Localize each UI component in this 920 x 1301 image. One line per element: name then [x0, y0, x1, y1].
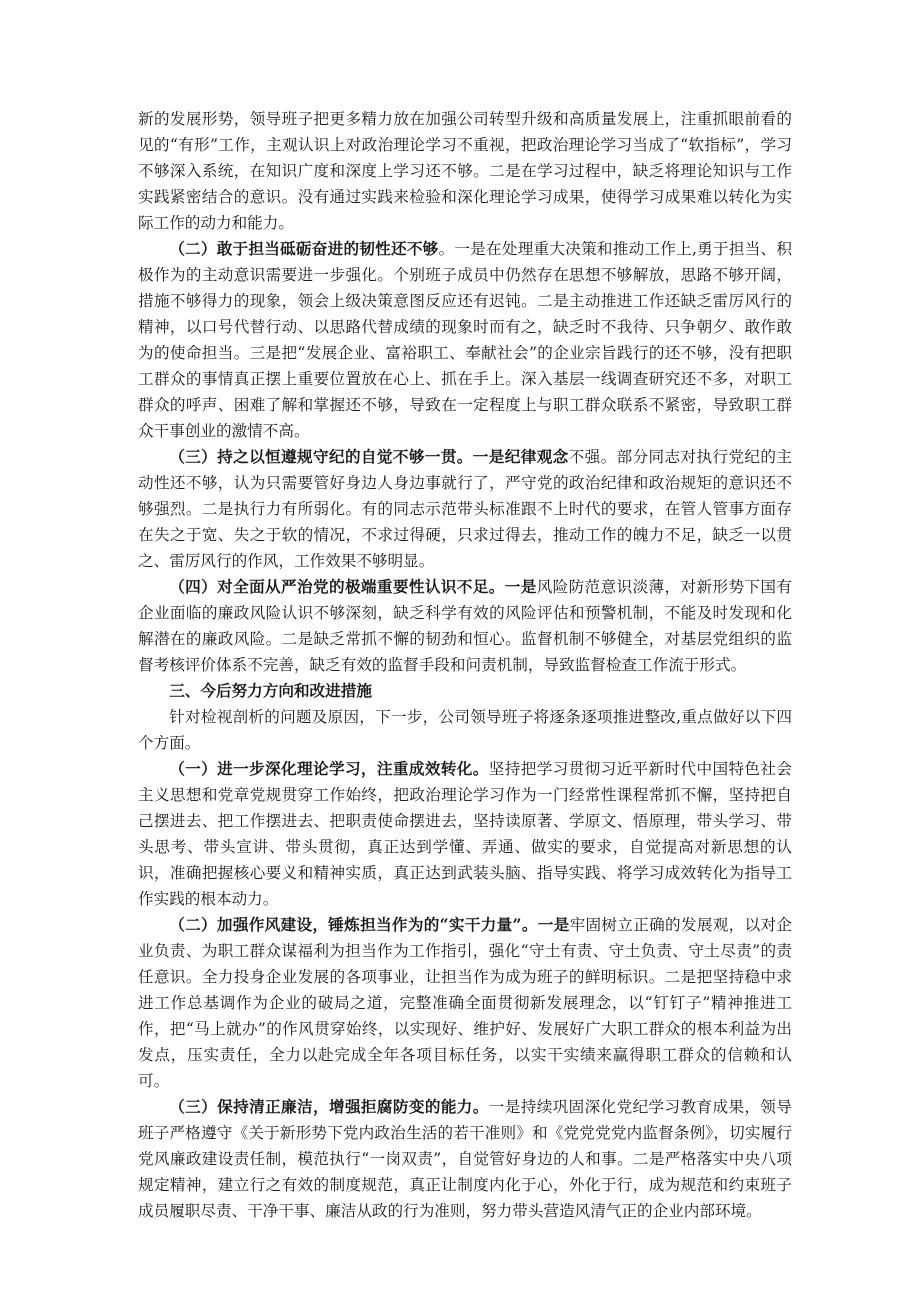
body-integrity: 一是持续巩固深化党纪学习教育成果，领导班子严格遵守《关于新形势下党内政治生活的若干准则》和《党党党党内监督条例》，切实履行党风廉政建设责任制，模范执行“一岗双责”，自觉管好身边的人和事。二是严格落实中央八项规定精神，建立行之有效的制度规范，真正让制度内化于心，外化于行，成为规范和约束班子成员履职尽责、干净干事、廉洁从政的行为准则，努力带头营造风清气正的企业内部环境。: [138, 1098, 792, 1220]
paragraph-continuation: 新的发展形势，领导班子把更多精力放在加强公司转型升级和高质量发展上，注重抓眼前看的见的“有形”工作，主观认识上对政治理论学习不重视，把政治理论学习当成了“软指标”，学习不够深入系统，在知识广度和深度上学习还不够。二是在学习过程中，缺乏将理论知识与工作实践紧密结合的意识。没有通过实践来检验和深化理论学习成果，使得学习成果难以转化为实际工作的动力和能力。: [138, 110, 792, 232]
paragraph-party-governance: [138, 574, 792, 678]
paragraph-courage: [138, 236, 792, 444]
heading-integrity: （三）保持清正廉洁，增强拒腐防变的能力。: [169, 1097, 489, 1116]
heading-discipline: （三）持之以恒遵规守纪的自觉不够一贯。一是纪律观念: [169, 447, 569, 466]
body-work-style: 牢固树立正确的发展观，以对企业负责、为职工群众谋福利为担当作为工作指引，强化“守土有责、守土负责、守土尽责”的责任意识。全力投身企业发展的各项事业，让担当作为成为班子的鲜明标识。二是把坚持稳中求进工作总基调作为企业的破局之道，完整准确全面贯彻新发展理念，以“钉钉子”精神推进工作，把“马上就办”的作风贯穿始终，以实现好、维护好、发展好广大职工群众的根本利益为出发点，压实责任，全力以赴完成全年各项目标任务，以实干实绩来赢得职工群众的信赖和认可。: [138, 916, 792, 1090]
heading-theory-study: （一）进一步深化理论学习，注重成效转化。: [169, 759, 489, 778]
body-theory-study: 坚持把学习贯彻习近平新时代中国特色社会主义思想和党章党规贯穿工作始终，把政治理论学习作为一门经常性课程常抓不懈，坚持把自己摆进去、把工作摆进去、把职责使命摆进去，坚持读原著、学原文、悟原理，带头学习、带头思考、带头宣讲、带头贯彻，真正达到学懂、弄通、做实的要求，自觉提高对新思想的认识，准确把握核心要义和精神实质，真正达到武装头脑、指导实践、将学习成效转化为指导工作实践的根本动力。: [138, 760, 792, 908]
paragraph-work-style: [138, 912, 792, 1094]
body-courage: 。一是在处理重大决策和推动工作上,勇于担当、积极作为的主动意识需要进一步强化。个别班子成员中仍然存在思想不够解放，思路不够开阔，措施不够得力的现象，领会上级决策意图反应还有迟钝。二是主动推进工作还缺乏雷厉风行的精神，以口号代替行动、以思路代替成绩的现象时而有之，缺乏时不我待、只争朝夕、敢作敢为的使命担当。三是把“发展企业、富裕职工、奉献社会”的企业宗旨践行的还不够，没有把职工群众的事情真正摆上重要位置放在心上、抓在手上。深入基层一线调查研究还不多，对职工群众的呼声、困难了解和掌握还不够，导致在一定程度上与职工群众联系不紧密，导致职工群众干事创业的激情不高。: [138, 240, 792, 440]
paragraph-integrity: [138, 1094, 792, 1224]
paragraph-discipline: [138, 444, 792, 574]
document-page: [138, 106, 792, 1224]
paragraph-theory-study: [138, 756, 792, 912]
heading-courage: （二）敢于担当砥砺奋进的韧性还不够: [169, 239, 439, 258]
heading-party-governance: （四）对全面从严治党的极端重要性认识不足。一是: [169, 577, 537, 596]
section-title-improvement: 三、今后努力方向和改进措施: [169, 681, 372, 700]
heading-work-style: （二）加强作风建设，锤炼担当作为的“实干力量”。一是: [169, 915, 570, 934]
body-discipline: 不强。部分同志对执行党纪的主动性还不够，认为只需要管好身边人身边事就行了，严守党的政治纪律和政治规矩的意识还不够强烈。二是执行力有所弱化。有的同志示范带头标准跟不上时代的要求，在管人管事方面存在失之于宽、失之于软的情况，不求过得硬，只求过得去，推动工作的魄力不足，缺乏一以贯之、雷厉风行的作风，工作效果不够明显。: [138, 448, 792, 570]
paragraph-intro: 针对检视剖析的问题及原因，下一步，公司领导班子将逐条逐项推进整改,重点做好以下四个方面。: [138, 708, 792, 752]
body-party-governance: 风险防范意识淡薄，对新形势下国有企业面临的廉政风险认识不够深刻，缺乏科学有效的风险评估和预警机制，不能及时发现和化解潜在的廉政风险。二是缺乏常抓不懈的韧劲和恒心。监督机制不够健全，对基层党组织的监督考核评价体系不完善，缺乏有效的监督手段和问责机制，导致监督检查工作流于形式。: [138, 578, 792, 674]
